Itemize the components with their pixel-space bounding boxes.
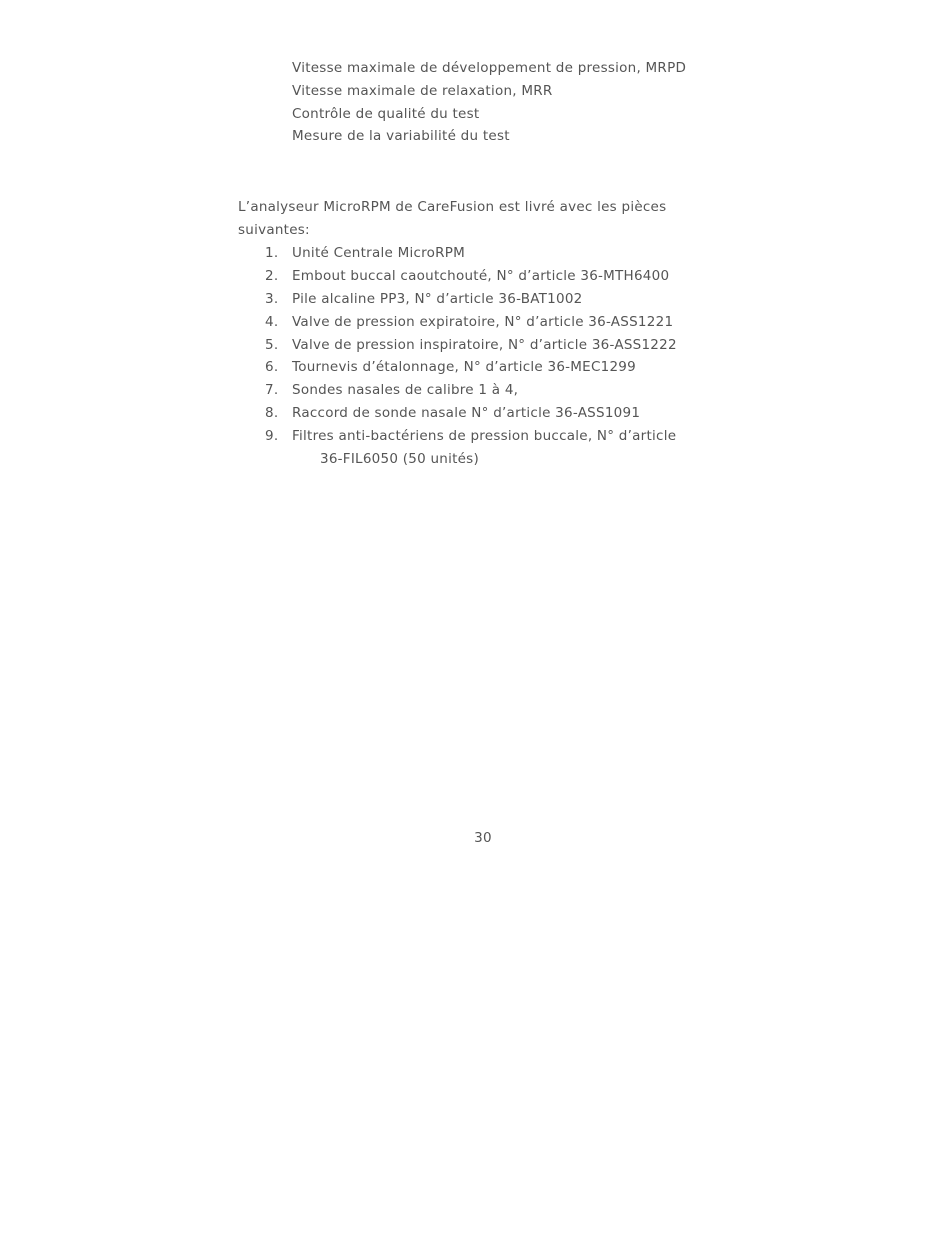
intro-line-2: suivantes: [238, 222, 310, 238]
list-item-text: Valve de pression expiratoire, N° d’article 36-ASS1221 [292, 314, 674, 330]
feature-item: Vitesse maximale de développement de pression, MRPD [292, 60, 687, 76]
list-item-text: Pile alcaline PP3, N° d’article 36-BAT1002 [292, 291, 583, 307]
feature-item: Mesure de la variabilité du test [292, 128, 510, 144]
list-item-number: 1. [265, 245, 279, 261]
feature-item: Vitesse maximale de relaxation, MRR [292, 83, 553, 99]
list-item-number: 7. [265, 382, 279, 398]
intro-line-1: L’analyseur MicroRPM de CareFusion est livré avec les pièces [238, 199, 667, 215]
list-item-text: Valve de pression inspiratoire, N° d’article 36-ASS1222 [292, 337, 677, 353]
list-item-text: Tournevis d’étalonnage, N° d’article 36-MEC1299 [292, 359, 636, 375]
list-item-number: 3. [265, 291, 279, 307]
list-item-text: Embout buccal caoutchouté, N° d’article 36-MTH6400 [292, 268, 670, 284]
list-item-text: Sondes nasales de calibre 1 à 4, [292, 382, 519, 398]
list-item-continuation: 36-FIL6050 (50 unités) [320, 451, 479, 467]
list-item-number: 8. [265, 405, 279, 421]
list-item-text: Raccord de sonde nasale N° d’article 36-ASS1091 [292, 405, 641, 421]
list-item-number: 6. [265, 359, 279, 375]
list-item-number: 5. [265, 337, 279, 353]
list-item-text: Unité Centrale MicroRPM [292, 245, 466, 261]
page-number: 30 [474, 830, 492, 846]
feature-item: Contrôle de qualité du test [292, 106, 480, 122]
list-item-number: 4. [265, 314, 279, 330]
list-item-number: 2. [265, 268, 279, 284]
list-item-number: 9. [265, 428, 279, 444]
list-item-text: Filtres anti-bactériens de pression buccale, N° d’article [292, 428, 677, 444]
